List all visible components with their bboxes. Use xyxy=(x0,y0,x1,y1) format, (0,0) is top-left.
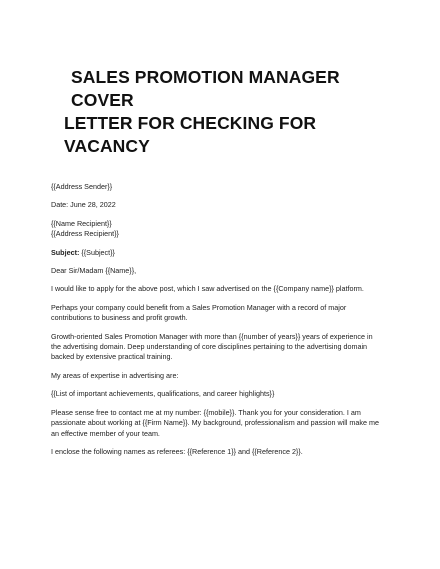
subject-block xyxy=(51,248,400,258)
paragraph-7 xyxy=(51,447,400,457)
name-recipient: {{Name Recipient}} xyxy=(51,218,112,228)
paragraph-5 xyxy=(51,389,400,399)
paragraph-3-line-3: backed by extensive practical training. xyxy=(51,352,173,362)
sender-block xyxy=(51,182,400,192)
address-recipient: {{Address Recipient}} xyxy=(51,229,119,239)
salutation-text: Dear Sir/Madam {{Name}}, xyxy=(51,266,137,276)
paragraph-6-line-3: an effective member of your team. xyxy=(51,428,160,438)
paragraph-6-line-2: passionate about working at {{Firm Name}}. My background, professionalism and passion will make me xyxy=(51,418,379,428)
subject-line xyxy=(51,248,400,258)
paragraph-3 xyxy=(51,332,400,363)
paragraph-1-line-1: I would like to apply for the above post, which I saw advertised on the {{Company name}} platform. xyxy=(51,284,364,294)
paragraph-3-line-1: Growth-oriented Sales Promotion Manager with more than {{number of years}} years of experience in xyxy=(51,331,373,341)
paragraph-5-line-1: {{List of important achievements, qualifications, and career highlights}} xyxy=(51,389,275,399)
paragraph-2-line-1: Perhaps your company could benefit from a Sales Promotion Manager with a record of major xyxy=(51,302,347,312)
title-line-2: LETTER FOR CHECKING FOR VACANCY xyxy=(64,113,317,156)
paragraph-3-line-2: the advertising domain. Deep understanding of core disciplines pertaining to the advertising domain xyxy=(51,342,368,352)
paragraph-2-line-2: contributions to business and profit growth. xyxy=(51,313,188,323)
letter-body xyxy=(51,182,400,457)
title-line-1: SALES PROMOTION MANAGER COVER xyxy=(71,67,340,110)
paragraph-1 xyxy=(51,284,400,294)
salutation xyxy=(51,266,400,276)
paragraph-2 xyxy=(51,303,400,324)
paragraph-4-line-1: My areas of expertise in advertising are: xyxy=(51,370,179,380)
paragraph-6 xyxy=(51,408,400,439)
subject-value: {{Subject}} xyxy=(79,247,115,257)
address-sender: {{Address Sender}} xyxy=(51,182,113,191)
paragraph-6-line-1: Please sense free to contact me at my number: {{mobile}}. Thank you for your consideration. I am xyxy=(51,407,361,417)
document-title xyxy=(51,66,400,158)
date-block xyxy=(51,200,400,210)
recipient-block xyxy=(51,219,400,240)
paragraph-7-line-1: I enclose the following names as referees: {{Reference 1}} and {{Reference 2}}. xyxy=(51,446,303,456)
subject-label: Subject: xyxy=(51,247,80,257)
letter-date: Date: June 28, 2022 xyxy=(51,200,116,210)
paragraph-4 xyxy=(51,371,400,381)
